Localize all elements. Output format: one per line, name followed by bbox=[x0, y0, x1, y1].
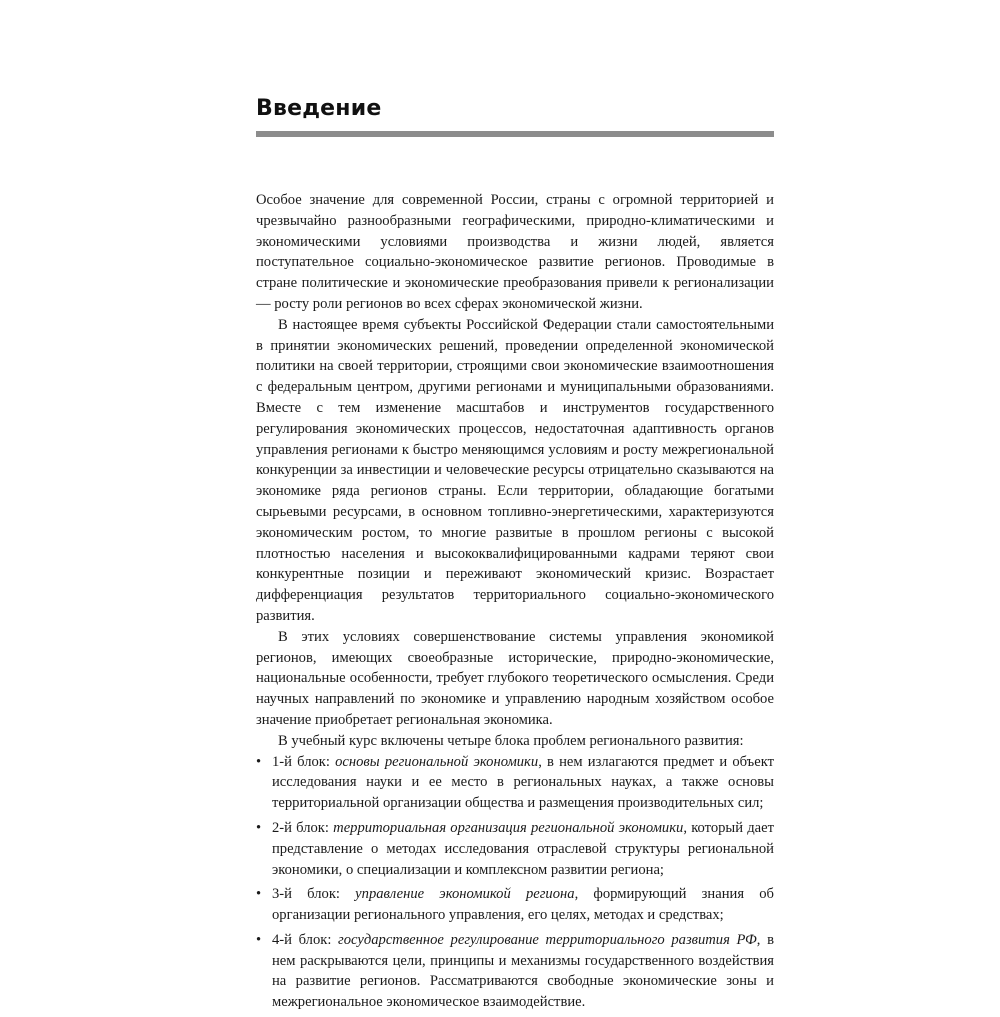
block-emphasis: территориальная организация региональной экономики bbox=[333, 819, 684, 836]
bullet-icon: • bbox=[256, 931, 262, 948]
bullet-icon: • bbox=[256, 753, 262, 770]
block-text: , который дает представление о методах исследования отраслевой структуры региональной экономики, о специализации и комплексном развитии региона; bbox=[272, 819, 774, 878]
block-lead: 2-й блок: bbox=[272, 819, 334, 836]
blocks-list bbox=[256, 752, 774, 1014]
block-lead: 4-й блок: bbox=[272, 931, 339, 948]
list-item bbox=[256, 818, 774, 880]
block-text: , в нем излагаются предмет и объект исследования науки и ее место в региональных науках, а также основы территориальной организации общества и размещения производительных сил; bbox=[272, 753, 774, 812]
block-lead: 3-й блок: bbox=[272, 886, 356, 903]
block-emphasis: государственное регулирование территориального развития РФ bbox=[338, 931, 757, 948]
bullet-icon: • bbox=[256, 819, 262, 836]
block-text: , формирующий знания об организации регионального управления, его целях, методах и средствах; bbox=[272, 886, 774, 924]
bullet-icon: • bbox=[256, 886, 262, 903]
paragraph: Особое значение для современной России, страны с огромной территорией и чрезвычайно разнообразными географическими, природно-климатическими и экономическими условиями производства и жизни людей, является поступательное социально-экономическое развитие регионов. Проводимые в стране политические и экономические преобразования привели к регионализации — росту роли регионов во всех сферах экономической жизни. bbox=[256, 192, 774, 312]
body-text bbox=[256, 190, 774, 1017]
paragraph: В настоящее время субъекты Российской Федерации стали самостоятельными в принятии экономических решений, проведении определенной экономической политики на своей территории, строящими свои экономические взаимоотношения с федеральным центром, другими регионами и муниципальными образованиями. Вместе с тем изменение масштабов и инструментов государственного регулирования экономических процессов, недостаточная адаптивность органов управления регионами к быстро меняющимся условиям и росту межрегиональной конкуренции за инвестиции и человеческие ресурсы отрицательно сказываются на экономике ряда регионов страны. Если территории, обладающие богатыми сырьевыми ресурсами, в основном топливно-энергетическими, характеризуются экономическим ростом, то многие развитые в прошлом регионы с высокой плотностью населения и высококвалифицированными кадрами теряют свои конкурентные позиции и переживают экономический кризис. Возрастает дифференциация результатов территориального социально-экономического развития. bbox=[256, 316, 774, 624]
title-underline-rule bbox=[256, 131, 774, 137]
block-emphasis: управление экономикой региона bbox=[355, 886, 575, 903]
list-item bbox=[256, 884, 774, 926]
block-lead: 1-й блок: bbox=[272, 753, 336, 770]
page-title: Введение bbox=[256, 96, 382, 121]
list-item bbox=[256, 752, 774, 814]
block-emphasis: основы региональной экономики bbox=[335, 753, 539, 770]
block-text: , в нем раскрываются цели, принципы и механизмы государственного воздействия на развитие регионов. Рассматриваются свободные экономические зоны и межрегиональное экономическое взаимодействие. bbox=[272, 931, 774, 1011]
list-item bbox=[256, 930, 774, 1013]
paragraph: В этих условиях совершенствование системы управления экономикой регионов, имеющих своеобразные исторические, природно-экономические, национальные особенности, требует глубокого теоретического осмысления. Среди научных направлений по экономике и управлению народным хозяйством особое значение приобретает региональная экономика. bbox=[256, 628, 774, 728]
paragraph: В учебный курс включены четыре блока проблем регионального развития: bbox=[278, 732, 744, 749]
